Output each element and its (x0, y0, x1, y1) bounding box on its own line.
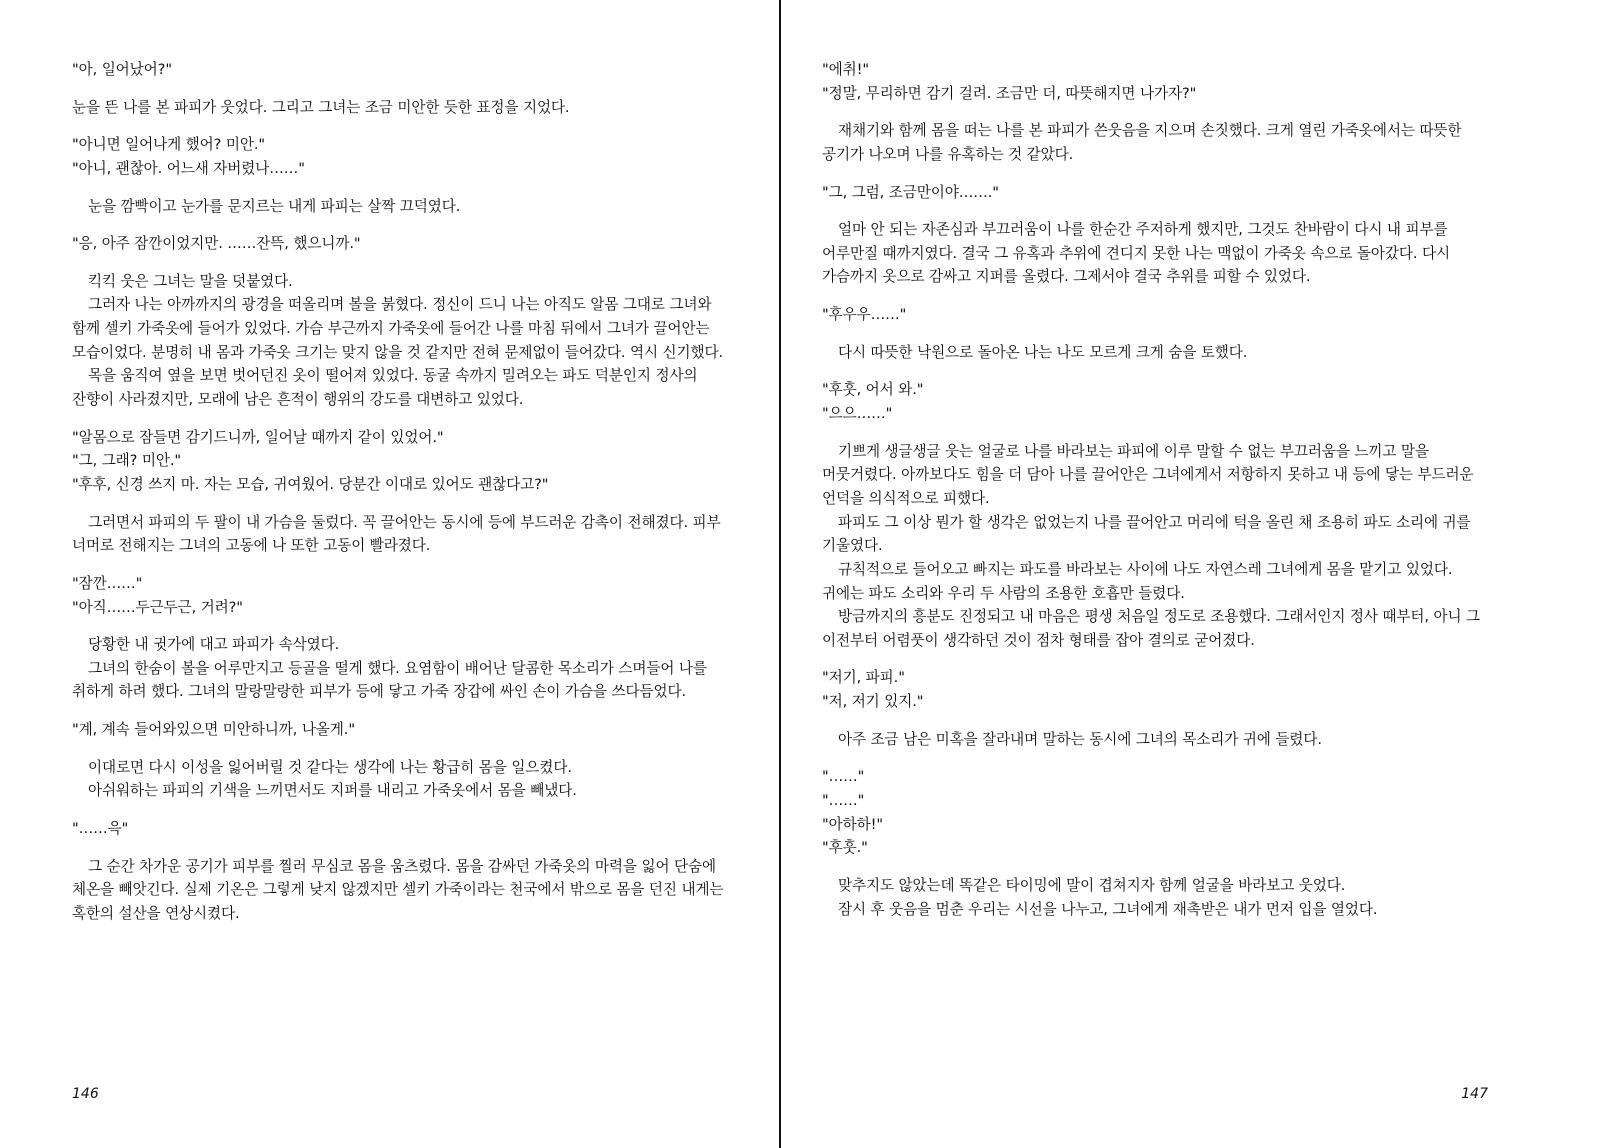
text-line: 규칙적으로 들어오고 빠지는 파도를 바라보는 사이에 나도 자연스레 그녀에게 몸을 맡기고 있었다. 귀에는 파도 소리와 우리 두 사람의 조용한 호흡만 들렸다. (822, 560, 1457, 602)
text-line: 킥킥 웃은 그녀는 말을 덧붙였다. (88, 272, 293, 290)
text-line: "후우우……" (822, 306, 907, 324)
paragraph-block (72, 633, 738, 704)
text-line: "아하하!" (822, 815, 883, 833)
paragraph-block (72, 572, 738, 619)
text-line: 목을 움직여 옆을 보면 벗어던진 옷이 떨어져 있었다. 동굴 속까지 밀려오는 파도 덕분인지 정사의 잔향이 사라졌지만, 모래에 남은 흔적이 행위의 강도를 대변하고 있었다. (72, 367, 703, 409)
text-line: 그 순간 차가운 공기가 피부를 찔러 무심코 몸을 움츠렸다. 몸을 감싸던 가죽옷의 마력을 잃어 단숨에 체온을 빼앗긴다. 실제 기온은 그렇게 낮지 않겠지만 셀키 가죽이라는 천국에서 밖으로 몸을 던진 내게는 혹한의 설산을 연상시켰다. (72, 857, 728, 922)
page-number-right: 147 (1461, 1086, 1488, 1102)
text-line: "잠깐……" (72, 574, 143, 592)
text-line: "아직……두근두근, 거려?" (72, 598, 243, 616)
paragraph-block (72, 511, 738, 558)
text-line: "저, 저기 있지." (822, 693, 924, 711)
text-line: 얼마 안 되는 자존심과 부끄러움이 나를 한순간 주저하게 했지만, 그것도 찬바람이 다시 내 피부를 어루만질 때까지였다. 결국 그 유혹과 추위에 견디지 못한 나는 맥없이 가죽옷 속으로 돌아갔다. 다시 가슴까지 옷으로 감싸고 지퍼를 올렸다. 그제서야 결국 추위를 피할 수 있었다. (822, 221, 1455, 286)
paragraph-block (822, 378, 1488, 425)
paragraph-block (72, 96, 738, 120)
text-line: 그녀의 한숨이 볼을 어루만지고 등골을 떨게 했다. 요염함이 배어난 달콤한 목소리가 스며들어 나를 취하게 하려 했다. 그녀의 말랑말랑한 피부가 등에 닿고 가죽 장갑에 싸인 손이 가슴을 쓰다듬었다. (72, 659, 712, 701)
paragraph-block (72, 133, 738, 180)
text-line: "에취!" (822, 61, 869, 78)
text-line: "그, 그럼, 조금만이야……." (822, 183, 999, 201)
text-line: 그러자 나는 아까까지의 광경을 떠올리며 볼을 붉혔다. 정신이 드니 나는 아직도 알몸 그대로 그녀와 함께 셀키 가죽옷에 들어가 있었다. 가슴 부근까지 가죽옷에 들어간 나를 마침 뒤에서 그녀가 끌어안는 모습이었다. 분명히 내 몸과 가죽옷 크기는 맞지 않을 것 같지만 전혀 문제없이 들어갔다. 역시 신기했다. (72, 296, 724, 361)
text-line: 재채기와 함께 몸을 떠는 나를 본 파피가 쓴웃음을 지으며 손짓했다. 크게 열린 가죽옷에서는 따뜻한 공기가 나오며 나를 유혹하는 것 같았다. (822, 122, 1466, 163)
paragraph-block (72, 58, 738, 82)
paragraph-block (72, 426, 738, 497)
paragraph-block (822, 440, 1488, 653)
text-line: "그, 그래? 미안." (72, 452, 182, 470)
text-line: "……" (822, 768, 865, 786)
text-line: "정말, 무리하면 감기 걸려. 조금만 더, 따뜻해지면 나가자?" (822, 84, 1197, 102)
paragraph-block (822, 303, 1488, 327)
paragraph-block (822, 341, 1488, 365)
paragraph-block (72, 232, 738, 256)
text-line: "……" (822, 792, 865, 810)
paragraph-block (822, 765, 1488, 860)
text-line: 파피도 그 이상 뭔가 할 생각은 없었는지 나를 끌어안고 머리에 턱을 올린 채 조용히 파도 소리에 귀를 기울였다. (822, 513, 1476, 555)
paragraph-block (72, 270, 738, 412)
paragraph-block (72, 855, 738, 926)
paragraph-block (72, 817, 738, 841)
paragraph-block (822, 666, 1488, 713)
text-line: 다시 따뜻한 낙원으로 돌아온 나는 나도 모르게 크게 숨을 토했다. (838, 343, 1248, 361)
text-line: 방금까지의 흥분도 진정되고 내 마음은 평생 처음일 정도로 조용했다. 그래서인지 정사 때부터, 아니 그 이전부터 어렴풋이 생각하던 것이 점차 형태를 잡아 결의로 굳어졌다. (822, 608, 1485, 649)
text-line: 기쁘게 생글생글 웃는 얼굴로 나를 바라보는 파피에 이루 말할 수 없는 부끄러움을 느끼고 말을 머뭇거렸다. 아까보다도 힘을 더 담아 나를 끌어안은 그녀에게서 저항하지 못하고 내 등에 닿는 부드러운 언덕을 의식적으로 피했다. (822, 442, 1478, 507)
text-line: "계, 계속 들어와있으면 미안하니까, 나올게." (72, 721, 355, 739)
text-line: "아, 일어났어?" (72, 61, 172, 78)
page-right-text-column (822, 58, 1488, 921)
paragraph-block (822, 874, 1488, 921)
text-line: 당황한 내 귓가에 대고 파피가 속삭였다. (88, 636, 340, 654)
text-line: 눈을 깜빡이고 눈가를 문지르는 내게 파피는 살짝 끄덕였다. (88, 197, 461, 215)
text-line: "후훗, 어서 와." (822, 381, 924, 399)
text-line: "으으……" (822, 405, 893, 423)
paragraph-block (822, 58, 1488, 105)
text-line: 아쉬워하는 파피의 기색을 느끼면서도 지퍼를 내리고 가죽옷에서 몸을 빼냈다. (88, 782, 577, 800)
paragraph-block (822, 728, 1488, 752)
text-line: "알몸으로 잠들면 감기드니까, 일어날 때까지 같이 있었어." (72, 428, 444, 446)
text-line: "아니면 일어나게 했어? 미안." (72, 136, 266, 154)
paragraph-block (822, 119, 1488, 166)
page-right (780, 0, 1560, 1148)
text-line: "저기, 파피." (822, 669, 905, 687)
paragraph-block (822, 181, 1488, 205)
text-line: 잠시 후 웃음을 멈춘 우리는 시선을 나누고, 그녀에게 재촉받은 내가 먼저 입을 열었다. (838, 900, 1378, 918)
paragraph-block (72, 718, 738, 742)
text-line: 아주 조금 남은 미혹을 잘라내며 말하는 동시에 그녀의 목소리가 귀에 들렸다. (838, 730, 1322, 748)
page-left-text-column (72, 58, 738, 926)
text-line: "아니, 괜찮아. 어느새 자버렸나……" (72, 159, 305, 177)
text-line: 그러면서 파피의 두 팔이 내 가슴을 둘렀다. 꼭 끌어안는 동시에 등에 부드러운 감촉이 전해졌다. 피부 너머로 전해지는 그녀의 고동에 나 또한 고동이 빨라졌다. (72, 513, 726, 555)
text-line: 눈을 뜬 나를 본 파피가 웃었다. 그리고 그녀는 조금 미안한 듯한 표정을 지었다. (72, 98, 570, 116)
page-left (0, 0, 780, 1148)
text-line: "응, 아주 잠깐이었지만. ……잔뜩, 했으니까." (72, 235, 361, 253)
paragraph-block (72, 195, 738, 219)
text-line: 맞추지도 않았는데 똑같은 타이밍에 말이 겹쳐지자 함께 얼굴을 바라보고 웃었다. (838, 876, 1346, 894)
text-line: "후훗." (822, 839, 868, 857)
paragraph-block (822, 218, 1488, 289)
paragraph-block (72, 756, 738, 803)
text-line: 이대로면 다시 이성을 잃어버릴 것 같다는 생각에 나는 황급히 몸을 일으켰다. (88, 758, 572, 776)
page-number-left: 146 (72, 1086, 99, 1102)
text-line: "……윽" (72, 820, 129, 838)
text-line: "후후, 신경 쓰지 마. 자는 모습, 귀여웠어. 당분간 이대로 있어도 괜찮다고?" (72, 475, 549, 493)
